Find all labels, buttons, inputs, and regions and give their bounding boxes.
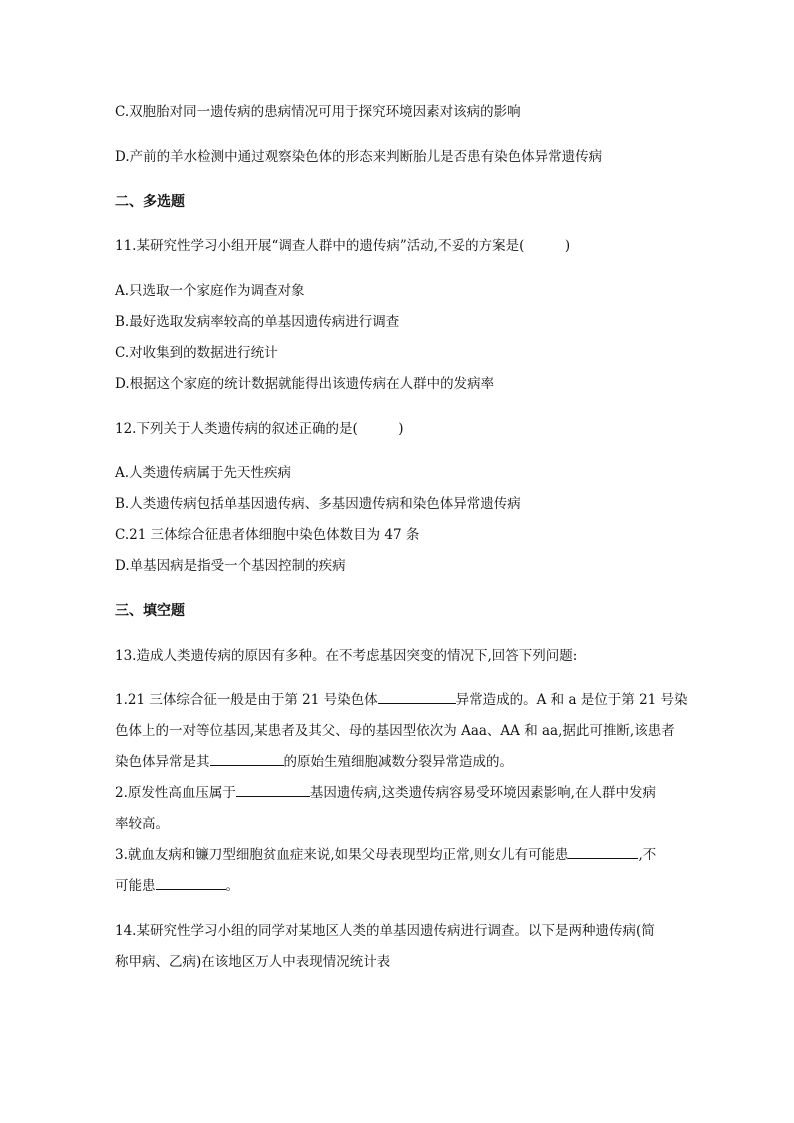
section-title-fill-in: 三、填空题 [115,603,185,619]
q13-part2-text-b: 基因遗传病,这类遗传病容易受环境因素影响,在人群中发病 [309,785,656,801]
answer-blank[interactable] [378,691,456,704]
q13-part3-line1 [115,845,656,865]
q12-option-b: B.人类遗传病包括单基因遗传病、多基因遗传病和染色体异常遗传病 [115,496,521,512]
q11-option-c: C.对收集到的数据进行统计 [115,345,278,361]
section-title-multiple-choice: 二、多选题 [115,194,185,210]
q12-option-d: D.单基因病是指受一个基因控制的疾病 [115,558,346,574]
q13-part3-line2 [115,876,239,896]
q13-part3-text-a: 3.就血友病和镰刀型细胞贫血症来说,如果父母表现型均正常,则女儿有可能患 [115,847,569,863]
answer-blank[interactable] [236,784,310,797]
q13-part1-line2: 色体上的一对等位基因,某患者及其父、母的基因型依次为 Aaa、AA 和 aa,据此可推断,该患者 [115,723,675,739]
q12-option-a: A.人类遗传病属于先天性疾病 [115,465,292,481]
q12-option-c: C.21 三体综合征患者体细胞中染色体数目为 47 条 [115,527,420,543]
q13-part1-line3 [115,752,513,772]
q14-line2: 称甲病、乙病)在该地区万人中表现情况统计表 [115,954,391,970]
q10-option-c: C.双胞胎对同一遗传病的患病情况可用于探究环境因素对该病的影响 [115,104,521,120]
answer-blank[interactable] [156,877,226,890]
q13-part3-text-c: 可能患 [115,878,156,894]
q12-stem: 12.下列关于人类遗传病的叙述正确的是( ) [115,421,404,437]
q11-option-b: B.最好选取发病率较高的单基因遗传病进行调查 [115,314,400,330]
q13-part2-line2: 率较高。 [115,816,169,832]
answer-blank[interactable] [210,753,284,766]
q13-part2-text-a: 2.原发性高血压属于 [115,785,236,801]
q13-part3-text-d: 。 [225,878,239,894]
q10-option-d: D.产前的羊水检测中通过观察染色体的形态来判断胎儿是否患有染色体异常遗传病 [115,149,603,165]
q11-stem: 11.某研究性学习小组开展“调查人群中的遗传病”活动,不妥的方案是( ) [115,238,571,254]
q13-part1-line1 [115,690,688,710]
q13-stem: 13.造成人类遗传病的原因有多种。在不考虑基因突变的情况下,回答下列问题: [115,648,578,664]
q13-part1-text-a: 1.21 三体综合征一般是由于第 21 号染色体 [115,692,378,708]
q13-part1-text-b: 异常造成的。A 和 a 是位于第 21 号染 [455,692,688,708]
q13-part2-line1 [115,783,656,803]
answer-blank[interactable] [568,846,638,859]
q13-part1-text-e: 的原始生殖细胞减数分裂异常造成的。 [283,754,513,770]
q11-option-a: A.只选取一个家庭作为调查对象 [115,283,305,299]
q13-part1-text-d: 染色体异常是其 [115,754,210,770]
q11-option-d: D.根据这个家庭的统计数据就能得出该遗传病在人群中的发病率 [115,376,495,392]
q14-line1: 14.某研究性学习小组的同学对某地区人类的单基因遗传病进行调查。以下是两种遗传病(简 [115,923,655,939]
q13-part3-text-b: ,不 [638,847,657,863]
